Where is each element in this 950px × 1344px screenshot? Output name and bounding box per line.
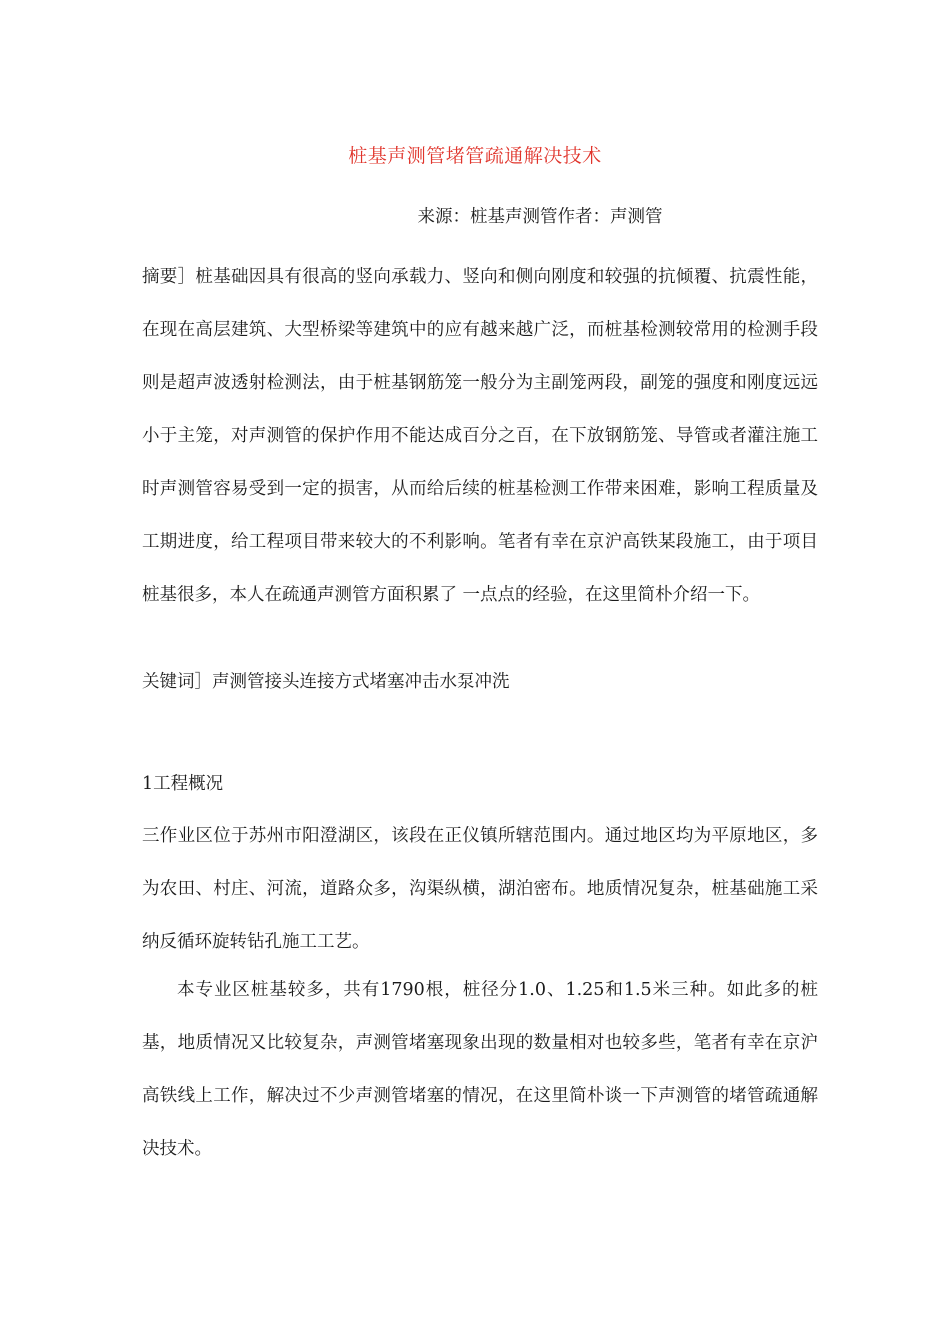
keywords-line: 关键词］声测管接头连接方式堵塞冲击水泵冲洗 xyxy=(142,672,510,692)
abstract-paragraph: 摘要］桩基础因具有很高的竖向承载力、竖向和侧向刚度和较强的抗倾覆、抗震性能，在现在高层建筑、大型桥梁等建筑中的应有越来越广泛，而桩基检测较常用的检测手段则是超声波透射检测法，由于桩基钢筋笼一般分为主副笼两段，副笼的强度和刚度远远小于主笼，对声测管的保护作用不能达成百分之百，在下放钢筋笼、导管或者灌注施工时声测管容易受到一定的损害，从而给后续的桩基检测工作带来困难，影响工程质量及工期进度，给工程项目带来较大的不利影响。笔者有幸在京沪高铁某段施工，由于项目桩基很多，本人在疏通声测管方面积累了 一点点的经验，在这里简朴介绍一下。 xyxy=(142,267,818,605)
document-title: 桩基声测管堵管疏通解决技术 xyxy=(348,145,602,167)
body-paragraph: 三作业区位于苏州市阳澄湖区，该段在正仪镇所辖范围内。通过地区均为平原地区，多为农田、村庄、河流，道路众多，沟渠纵横，湖泊密布。地质情况复杂，桩基础施工采纳反循环旋转钻孔施工工艺。 xyxy=(142,826,818,952)
section-heading: 1工程概况 xyxy=(142,774,224,794)
source-line: 来源：桩基声测管作者：声测管 xyxy=(417,207,663,227)
body-paragraph: 本专业区桩基较多，共有1790根，桩径分1.0、1.25和1.5米三种。如此多的桩基，地质情况又比较复杂，声测管堵塞现象出现的数量相对也较多些，笔者有幸在京沪高铁线上工作，解决过不少声测管堵塞的情况，在这里简朴谈一下声测管的堵管疏通解决技术。 xyxy=(142,980,818,1159)
